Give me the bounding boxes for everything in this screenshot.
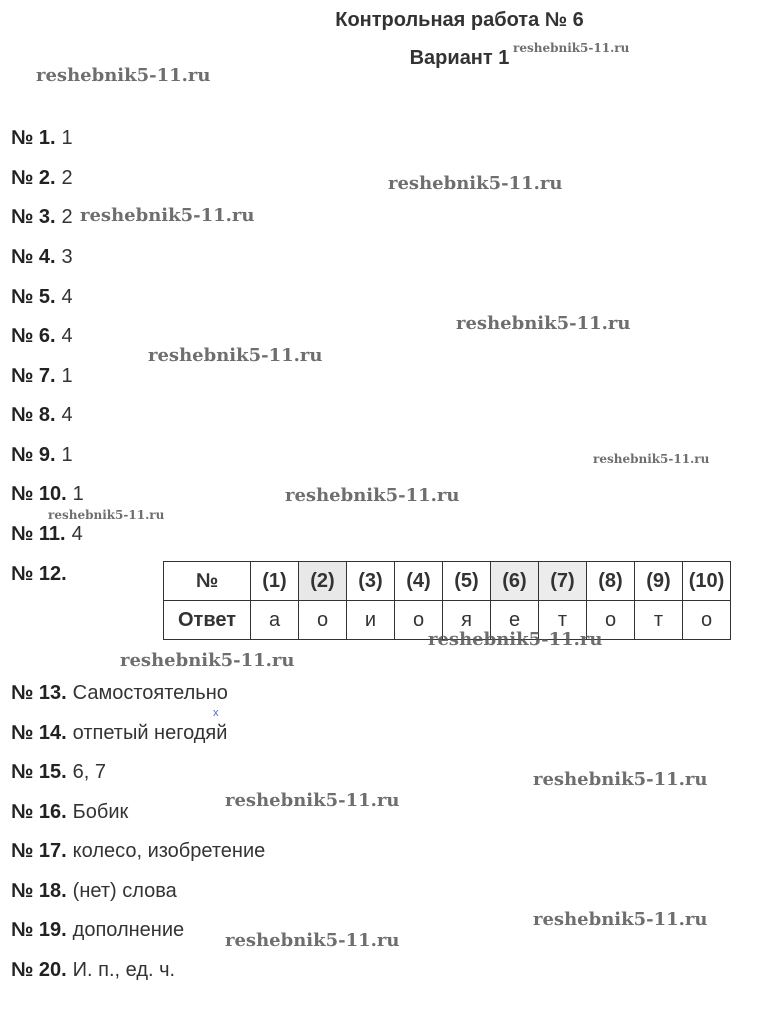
watermark: reshebnik5-11.ru (533, 909, 708, 930)
table-column-header: (6) (491, 562, 539, 601)
answer-value: 3 (61, 246, 73, 268)
answer-number: № 13. (11, 682, 67, 704)
answer-row-8 (11, 404, 73, 427)
watermark: reshebnik5-11.ru (388, 173, 563, 194)
table-cell: я (443, 601, 491, 640)
watermark: reshebnik5-11.ru (593, 452, 710, 466)
table-cell: о (683, 601, 731, 640)
watermark: reshebnik5-11.ru (120, 650, 295, 671)
table-column-header: (8) (587, 562, 635, 601)
table-column-header: (9) (635, 562, 683, 601)
watermark: reshebnik5-11.ru (533, 769, 708, 790)
answer-row-19 (11, 919, 184, 942)
answer-value: Самостоятельно (72, 682, 228, 704)
answer-number: № 7. (11, 365, 56, 387)
answer-number: № 1. (11, 127, 56, 149)
answer-row-5 (11, 286, 73, 309)
answer-number: № 18. (11, 880, 67, 902)
answer-value: отпетый негодяй (72, 722, 228, 744)
answer-value: 1 (61, 365, 73, 387)
answer-row-18 (11, 880, 177, 903)
answer-value: 4 (61, 286, 73, 308)
answer-row-11 (11, 523, 83, 546)
answer-row-6 (11, 325, 73, 348)
table-cell: о (587, 601, 635, 640)
answer-row-2 (11, 167, 73, 190)
answer-value: 4 (61, 404, 73, 426)
answer-value: 4 (61, 325, 73, 347)
answer-number: № 5. (11, 286, 56, 308)
answer-row-3 (11, 206, 73, 229)
table-cell: а (251, 601, 299, 640)
answer-number: № 14. (11, 722, 67, 744)
table-row-header: № (164, 562, 251, 601)
answer-row-9 (11, 444, 73, 467)
answer-number: № 17. (11, 840, 67, 862)
answer-row-14 (11, 722, 227, 745)
answer-row-7 (11, 365, 73, 388)
answer-row-17 (11, 840, 265, 863)
answer-value: 1 (72, 483, 84, 505)
answer-row-10 (11, 483, 84, 506)
table-cell: т (539, 601, 587, 640)
answer-value: дополнение (72, 919, 185, 941)
table-column-header: (7) (539, 562, 587, 601)
page-title: Контрольная работа № 6 (335, 9, 584, 31)
answer-value: 6, 7 (72, 761, 107, 783)
watermark: reshebnik5-11.ru (48, 508, 165, 522)
watermark: reshebnik5-11.ru (225, 930, 400, 951)
answer-number: № 4. (11, 246, 56, 268)
table-column-header: (2) (299, 562, 347, 601)
answer-number: № 15. (11, 761, 67, 783)
watermark: reshebnik5-11.ru (456, 313, 631, 334)
answer-number: № 6. (11, 325, 56, 347)
answer-row-20 (11, 959, 175, 982)
answer-number: № 16. (11, 801, 67, 823)
table-cell: о (395, 601, 443, 640)
table-column-header: (1) (251, 562, 299, 601)
watermark: reshebnik5-11.ru (80, 205, 255, 226)
answer-value: 2 (61, 206, 73, 228)
table-column-header: (5) (443, 562, 491, 601)
watermark: reshebnik5-11.ru (225, 790, 400, 811)
table-cell: е (491, 601, 539, 640)
watermark: reshebnik5-11.ru (285, 485, 460, 506)
table-column-header: (10) (683, 562, 731, 601)
answer-number: № 19. (11, 919, 67, 941)
table-row-header: Ответ (164, 601, 251, 640)
answer-number: № 11. (11, 523, 66, 545)
answer-value: Бобик (72, 801, 129, 823)
watermark: reshebnik5-11.ru (36, 65, 211, 86)
table-cell: о (299, 601, 347, 640)
answer-value: И. п., ед. ч. (72, 959, 176, 981)
answer-row-16 (11, 801, 128, 824)
answer-number: № 8. (11, 404, 56, 426)
answer-value: (нет) слова (72, 880, 177, 902)
annotation-mark: x (213, 707, 219, 719)
answer-row-4 (11, 246, 73, 269)
answer-number: № 3. (11, 206, 56, 228)
answer-row-1 (11, 127, 73, 150)
table-column-header: (3) (347, 562, 395, 601)
answer-value: 1 (61, 127, 73, 149)
answer-row-12 (11, 563, 73, 586)
answer-value: 4 (71, 523, 83, 545)
table-column-header: (4) (395, 562, 443, 601)
table-cell: т (635, 601, 683, 640)
table-header-row (164, 562, 731, 601)
answer-number: № 2. (11, 167, 56, 189)
watermark: reshebnik5-11.ru (428, 629, 603, 650)
answer-number: № 10. (11, 483, 67, 505)
answer-value: 1 (61, 444, 73, 466)
watermark: reshebnik5-11.ru (148, 345, 323, 366)
answer-number: № 20. (11, 959, 67, 981)
answer-row-13 (11, 682, 228, 705)
answer-number: № 9. (11, 444, 56, 466)
answer-value: колесо, изобретение (72, 840, 266, 862)
variant-label: Вариант 1 (409, 47, 510, 69)
answer-number: № 12. (11, 563, 67, 585)
answer-value: 2 (61, 167, 73, 189)
table-cell: и (347, 601, 395, 640)
answer-row-15 (11, 761, 106, 784)
watermark: reshebnik5-11.ru (513, 41, 630, 55)
